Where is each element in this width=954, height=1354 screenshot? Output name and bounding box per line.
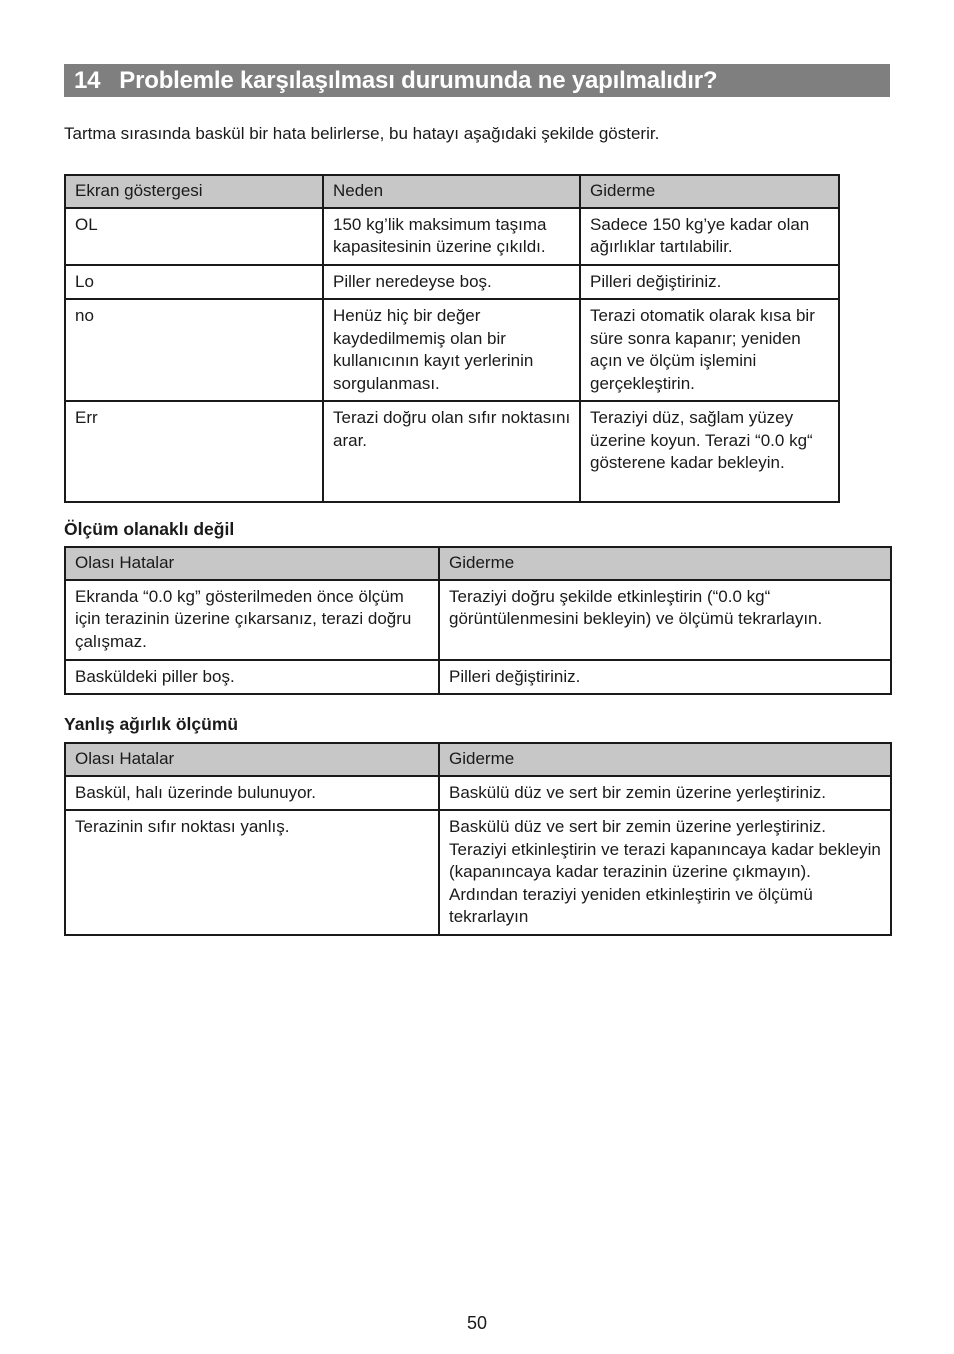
header-cell: Neden [323, 175, 580, 208]
header-cell: Giderme [439, 547, 891, 580]
table-cell: Ekranda “0.0 kg” gösterilmeden önce ölçüm için terazinin üzerine çıkarsanız, terazi doğru çalışmaz. [65, 580, 439, 660]
subheading-measurement-not-possible: Ölçüm olanaklı değil [64, 519, 235, 539]
table-cell: Sadece 150 kg’ye kadar olan ağırlıklar tartılabilir. [580, 208, 839, 265]
table-row [65, 299, 839, 401]
intro-text: Tartma sırasında baskül bir hata belirlerse, bu hatayı aşağıdaki şekilde gösterir. [64, 124, 660, 143]
table-row [65, 401, 839, 502]
subheading-wrong-weight: Yanlış ağırlık ölçümü [64, 714, 239, 734]
table-row [65, 810, 891, 935]
table-cell: Piller neredeyse boş. [323, 265, 580, 300]
table-row [65, 265, 839, 300]
table-cell: Basküldeki piller boş. [65, 660, 439, 695]
table-header-row [65, 743, 891, 776]
table-cell: no [65, 299, 323, 401]
section-number: 14 [74, 66, 101, 94]
header-cell: Olası Hatalar [65, 743, 439, 776]
table-cell: Terazi otomatik olarak kısa bir süre sonra kapanır; yeniden açın ve ölçüm işlemini gerçekleştirin. [580, 299, 839, 401]
error-display-table [64, 174, 840, 503]
header-cell: Olası Hatalar [65, 547, 439, 580]
table-header-row [65, 547, 891, 580]
table-cell: Terazi doğru olan sıfır noktasını arar. [323, 401, 580, 502]
measurement-not-possible-table [64, 546, 892, 695]
table-cell: Terazinin sıfır noktası yanlış. [65, 810, 439, 935]
table-cell: Pilleri değiştiriniz. [439, 660, 891, 695]
table-cell: Lo [65, 265, 323, 300]
table-cell: Baskülü düz ve sert bir zemin üzerine yerleştiriniz. Teraziyi etkinleştirin ve terazi kapanıncaya kadar bekleyin (kapanıncaya kadar terazinin üzerine çıkmayın). Ardından teraziyi yeniden etkinleştirin ve ölçümü tekrarlayın [439, 810, 891, 935]
table-cell: Err [65, 401, 323, 502]
table-cell: Baskülü düz ve sert bir zemin üzerine yerleştiriniz. [439, 776, 891, 811]
table-row [65, 776, 891, 811]
header-cell: Giderme [439, 743, 891, 776]
header-cell: Ekran göstergesi [65, 175, 323, 208]
table-cell: Baskül, halı üzerinde bulunuyor. [65, 776, 439, 811]
table-cell: Teraziyi doğru şekilde etkinleştirin (“0.0 kg“ görüntülenmesini bekleyin) ve ölçümü tekrarlayın. [439, 580, 891, 660]
section-title: Problemle karşılaşılması durumunda ne yapılmalıdır? [119, 66, 718, 94]
table-cell: 150 kg’lik maksimum taşıma kapasitesinin üzerine çıkıldı. [323, 208, 580, 265]
table-row [65, 208, 839, 265]
page-number: 50 [466, 1313, 488, 1333]
table-cell: Teraziyi düz, sağlam yüzey üzerine koyun. Terazi “0.0 kg“ gösterene kadar bekleyin. [580, 401, 839, 502]
table-header-row [65, 175, 839, 208]
table-row [65, 580, 891, 660]
section-heading [64, 64, 890, 97]
wrong-weight-table [64, 742, 892, 936]
header-cell: Giderme [580, 175, 839, 208]
table-cell: Pilleri değiştiriniz. [580, 265, 839, 300]
table-cell: OL [65, 208, 323, 265]
table-row [65, 660, 891, 695]
table-cell: Henüz hiç bir değer kaydedilmemiş olan bir kullanıcının kayıt yerlerinin sorgulanması. [323, 299, 580, 401]
